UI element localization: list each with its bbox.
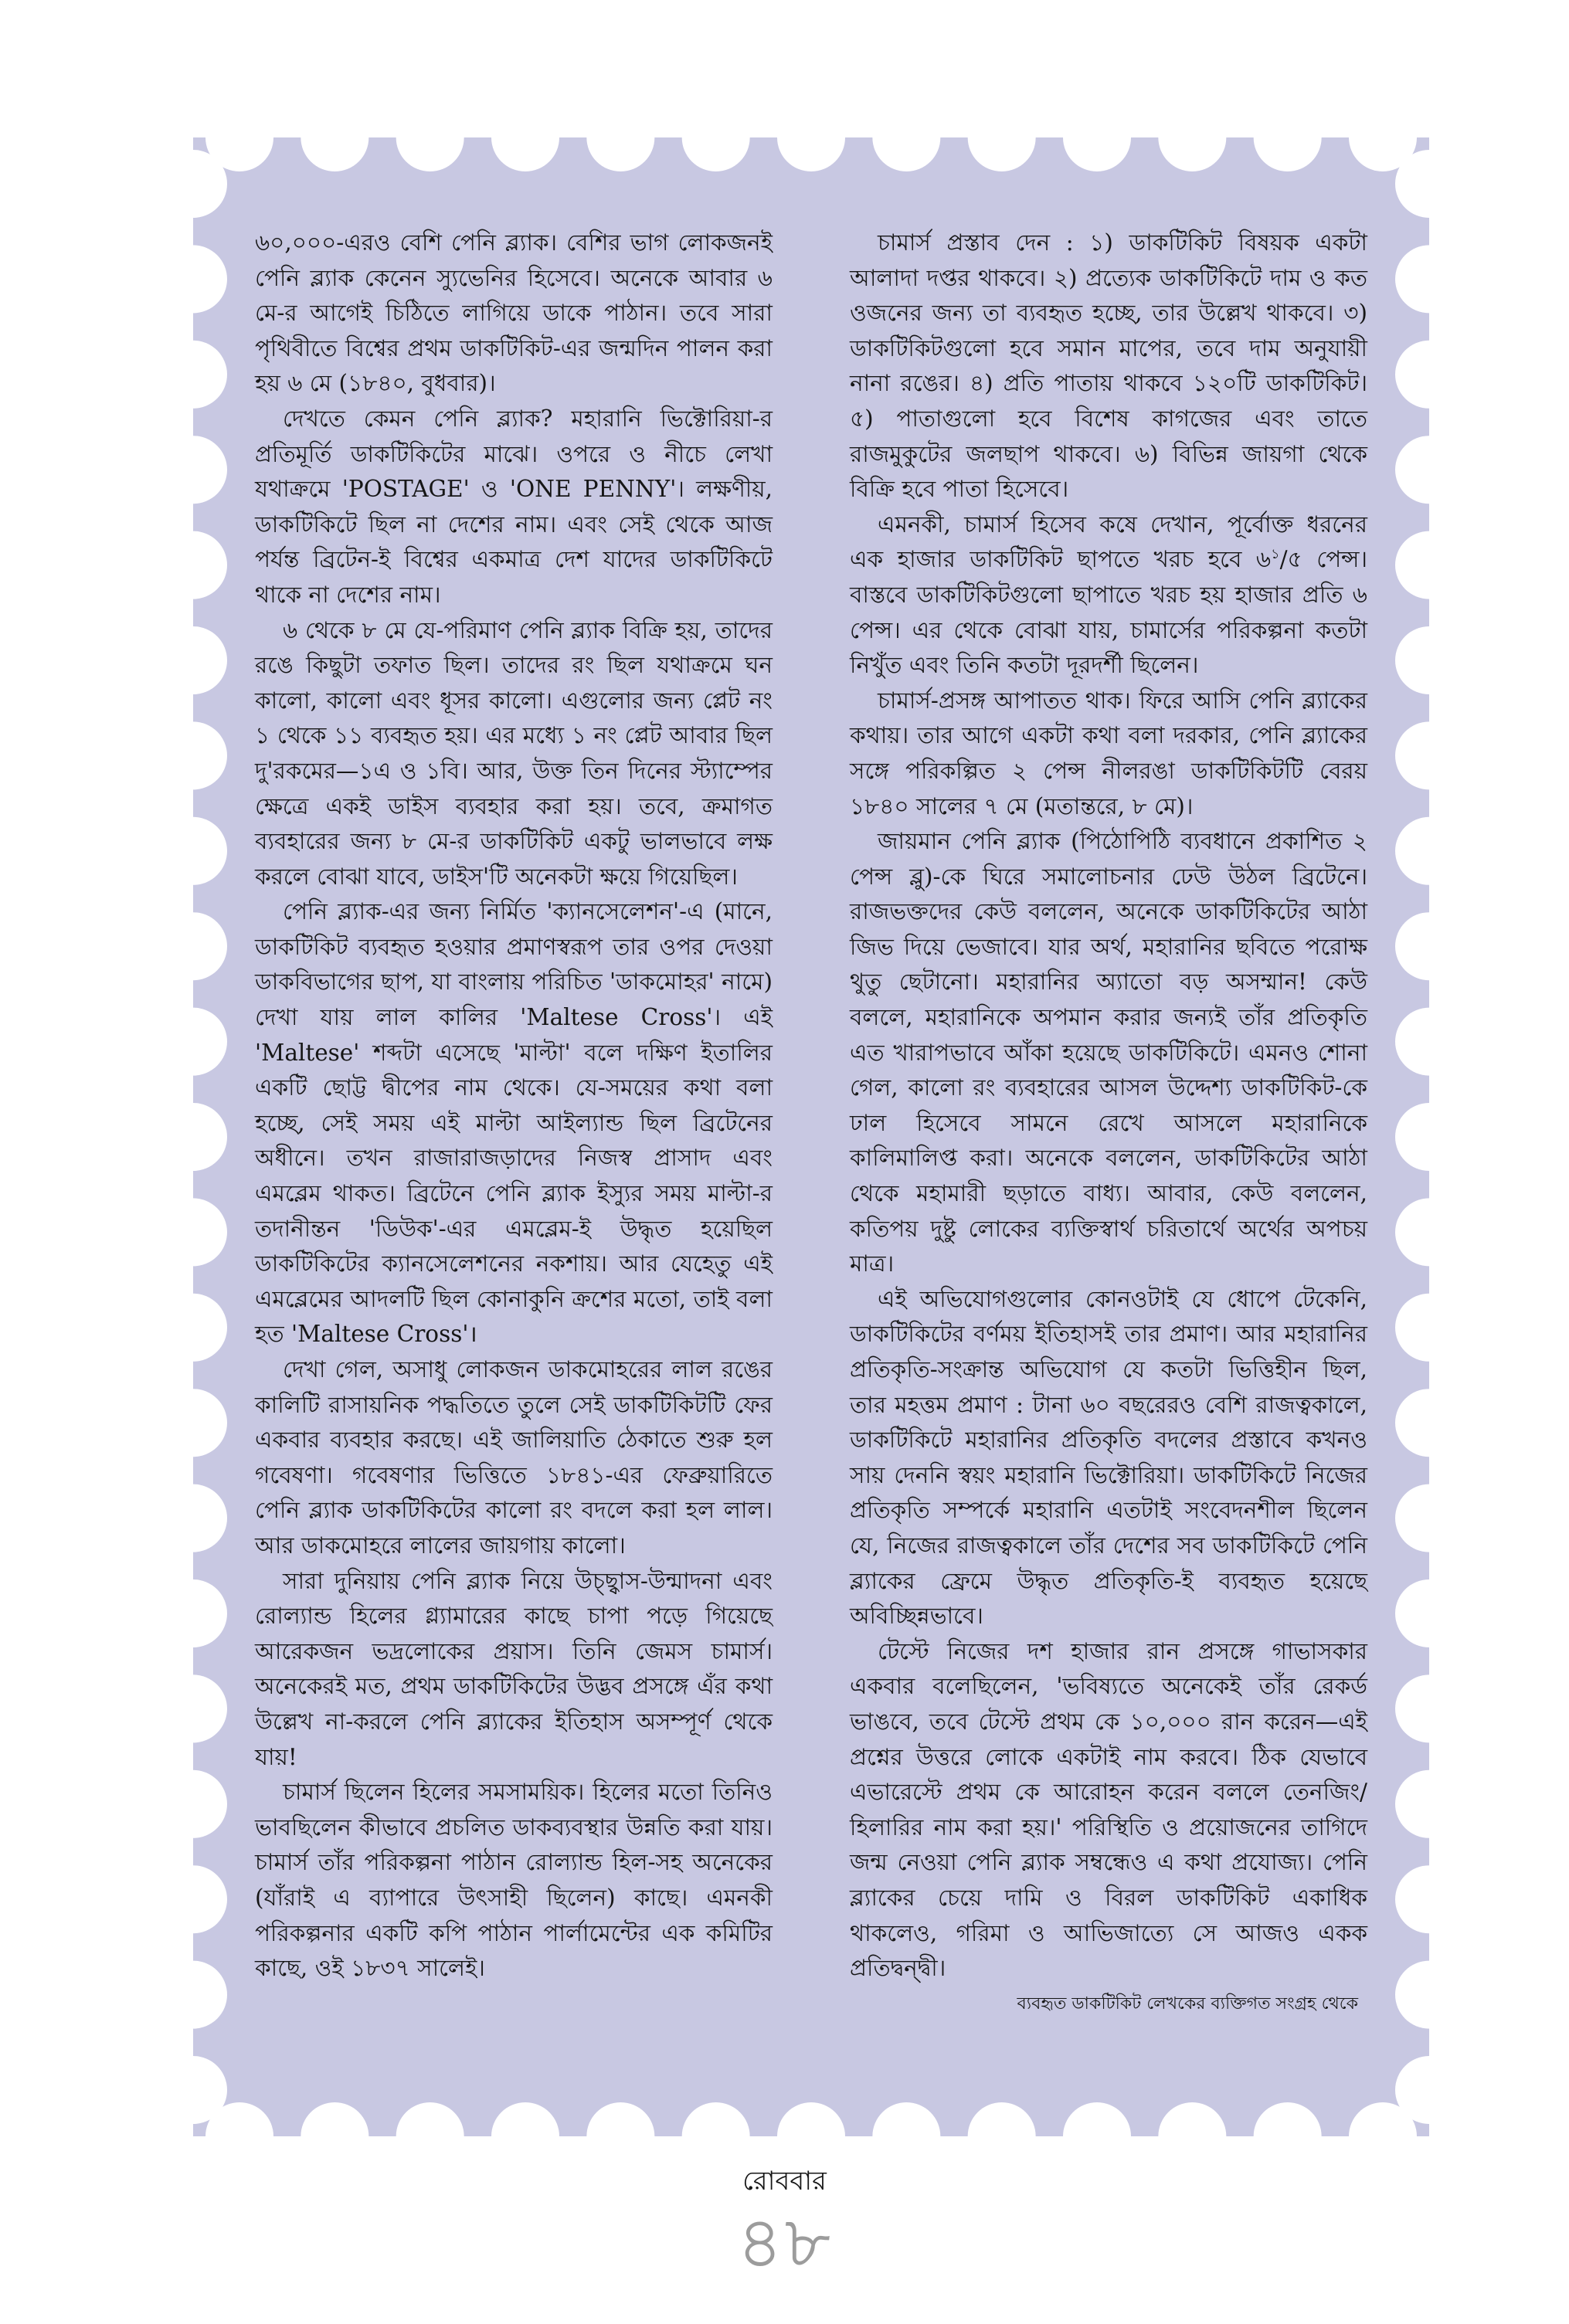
perforation-hole: [1395, 1294, 1429, 1362]
perforation-hole: [491, 137, 559, 171]
perforation-hole: [396, 137, 464, 171]
perforation-hole: [193, 817, 227, 885]
perforation-hole: [1254, 137, 1322, 171]
perforation-hole: [968, 137, 1036, 171]
paragraph: জায়মান পেনি ব্ল্যাক (পিঠোপিঠি ব্যবধানে প্রকাশিত ২ পেন্স ব্লু)-কে ঘিরে সমালোচনার ঢেউ উঠল ব্রিটেনে। রাজভক্তদের কেউ বললেন, অনেকে ডাকটিকিটের আঠা জিভ দিয়ে ভেজাবে। যার অর্থ, মহারানির ছবিতে পরোক্ষ থুতু ছেটানো। মহারানির অ্যাতো বড় অসম্মান! কেউ বললে, মহারানিকে অপমান করার জন্যই তাঁর প্রতিকৃতি এত খারাপভাবে আঁকা হয়েছে ডাকটিকিটে। এমনও শোনা গেল, কালো রং ব্যবহারের আসল উদ্দেশ্য ডাকটিকিট-কে ঢাল হিসেবে সামনে রেখে আসলে মহারানিকে কালিমালিপ্ত করা। অনেকে বললেন, ডাকটিকিটের আঠা থেকে মহামারী ছড়াতে বাধ্য। আবার, কেউ বললেন, কতিপয় দুষ্টু লোকের ব্যক্তিস্বার্থ চরিতার্থে অর্থের অপচয় মাত্র।: [850, 828, 1367, 1277]
perforation-hole: [301, 137, 368, 171]
perforation-hole: [301, 2102, 368, 2136]
perforation-hole: [1395, 1674, 1429, 1742]
paragraph: [850, 507, 1367, 684]
perforation-hole: [193, 436, 227, 504]
perforation-hole: [193, 1579, 227, 1647]
perforation-hole: [193, 1103, 227, 1171]
perforation-hole: [193, 1961, 227, 2029]
perforation-hole: [1063, 137, 1131, 171]
perforation-hole: [193, 1770, 227, 1838]
article-body: [255, 226, 1367, 2064]
paragraph: পেনি ব্ল্যাক-এর জন্য নির্মিত 'ক্যানসেলেশন'-এ (মানে, ডাকটিকিট ব্যবহৃত হওয়ার প্রমাণস্বরূপ তার ওপর দেওয়া ডাকবিভাগের ছাপ, যা বাংলায় পরিচিত 'ডাকমোহর' নামে) দেখা যায় লাল কালির 'Maltese Cross'। এই 'Maltese' শব্দটা এসেছে 'মাল্টা' বলে দক্ষিণ ইতালির একটি ছোট্ট দ্বীপের নাম থেকে। যে-সময়ের কথা বলা হচ্ছে, সেই সময় এই মাল্টা আইল্যান্ড ছিল ব্রিটেনের অধীনে। তখন রাজারাজড়াদের নিজস্ব প্রাসাদ এবং এমব্লেম থাকত। ব্রিটেনে পেনি ব্ল্যাক ইস্যুর সময় মাল্টা-র তদানীন্তন 'ডিউক'-এর এমব্লেম-ই উদ্ধৃত হয়েছিল ডাকটিকিটের ক্যানসেলেশনের নকশায়। আর যেহেতু এই এমব্লেমের আদলটি ছিল কোনাকুনি ক্রশের মতো, তাই বলা হত 'Maltese Cross'।: [255, 898, 773, 1348]
perforation-hole: [682, 137, 750, 171]
perforation-hole: [1395, 1198, 1429, 1266]
paragraph-text: /৫ পেন্স। বাস্তবে ডাকটিকিটগুলো ছাপাতে খরচ হয় হাজার প্রতি ৬ পেন্স। এর থেকে বোঝা যায়, চামার্সের পরিকল্পনা কতটা নিখুঁত এবং তিনি কতটা দূরদর্শী ছিলেন।: [850, 546, 1367, 679]
perforation-hole: [1395, 436, 1429, 504]
perforation-hole: [777, 137, 845, 171]
perforation-hole: [1158, 2102, 1226, 2136]
paragraph: চামার্স-প্রসঙ্গ আপাতত থাক। ফিরে আসি পেনি ব্ল্যাকের কথায়। তার আগে একটা কথা বলা দরকার, পেনি ব্ল্যাকের সঙ্গে পরিকল্পিত ২ পেন্স নীলরঙা ডাকটিকিটটি বেরয় ১৮৪০ সালের ৭ মে (মতান্তরে, ৮ মে)।: [850, 687, 1367, 819]
perforation-hole: [1395, 531, 1429, 599]
perforation-hole: [1395, 626, 1429, 694]
perforation-hole: [1395, 1484, 1429, 1552]
superscript: ১: [1271, 547, 1280, 563]
perforation-hole: [1158, 137, 1226, 171]
perforation-hole: [1395, 1770, 1429, 1838]
perforation-hole: [193, 1294, 227, 1362]
perforation-hole: [193, 1674, 227, 1742]
photo-credit: ব্যবহৃত ডাকটিকিট লেখকের ব্যক্তিগত সংগ্রহ থেকে: [1017, 1993, 1358, 2014]
perforation-hole: [1395, 817, 1429, 885]
perforation-hole: [1395, 1961, 1429, 2029]
perforation-hole: [1395, 1865, 1429, 1933]
perforation-hole: [193, 1865, 227, 1933]
perforation-hole: [777, 2102, 845, 2136]
perforation-hole: [193, 1008, 227, 1076]
perforation-hole: [193, 1198, 227, 1266]
left-column: [255, 226, 773, 1986]
paragraph: এই অভিযোগগুলোর কোনওটাই যে ধোপে টেকেনি, ডাকটিকিটের বর্ণময় ইতিহাসই তার প্রমাণ। আর মহারানির প্রতিকৃতি-সংক্রান্ত অভিযোগ যে কতটা ভিত্তিহীন ছিল, তার মহত্তম প্রমাণ : টানা ৬০ বছরেরও বেশি রাজত্বকালে, ডাকটিকিটে মহারানির প্রতিকৃতি বদলের প্রস্তাবে কখনও সায় দেননি স্বয়ং মহারানি ভিক্টোরিয়া। ডাকটিকিটে নিজের প্রতিকৃতি সম্পর্কে মহারানি এতটাই সংবেদনশীল ছিলেন যে, নিজের রাজত্বকালে তাঁর দেশের সব ডাকটিকিটে পেনি ব্ল্যাকের ফ্রেমে উদ্ধৃত প্রতিকৃতি-ই ব্যবহৃত হয়েছে অবিচ্ছিন্নভাবে।: [850, 1285, 1367, 1630]
perforation-hole: [872, 137, 940, 171]
paragraph: দেখতে কেমন পেনি ব্ল্যাক? মহারানি ভিক্টোরিয়া-র প্রতিমূর্তি ডাকটিকিটের মাঝে। ওপরে ও নীচে লেখা যথাক্রমে 'POSTAGE' ও 'ONE PENNY'। লক্ষণীয়, ডাকটিকিটে ছিল না দেশের নাম। এবং সেই থেকে আজ পর্যন্ত ব্রিটেন-ই বিশ্বের একমাত্র দেশ যাদের ডাকটিকিটে থাকে না দেশের নাম।: [255, 405, 773, 608]
perforation-hole: [1395, 721, 1429, 789]
perforation-hole: [193, 1389, 227, 1457]
perforation-hole: [193, 721, 227, 789]
perforation-hole: [1395, 1389, 1429, 1457]
paragraph: সারা দুনিয়ায় পেনি ব্ল্যাক নিয়ে উচ্ছ্বাস-উন্মাদনা এবং রোল্যান্ড হিলের গ্ল্যামারের কাছে চাপা পড়ে গিয়েছে আরেকজন ভদ্রলোকের প্রয়াস। তিনি জেমস চামার্স। অনেকেরই মত, প্রথম ডাকটিকিটের উদ্ভব প্রসঙ্গে এঁর কথা উল্লেখ না-করলে পেনি ব্ল্যাকের ইতিহাস অসম্পূর্ণ থেকে যায়!: [255, 1567, 773, 1770]
perforation-hole: [872, 2102, 940, 2136]
perforation-hole: [1063, 2102, 1131, 2136]
magazine-name: রোববার: [742, 2166, 827, 2197]
perforation-hole: [968, 2102, 1036, 2136]
paragraph-text: এমনকী, চামার্স হিসেব কষে দেখান, পূর্বোক্ত ধরনের এক হাজার ডাকটিকিট ছাপতে খরচ হবে ৬: [850, 511, 1367, 573]
perforation-hole: [193, 531, 227, 599]
paragraph: দেখা গেল, অসাধু লোকজন ডাকমোহরের লাল রঙের কালিটি রাসায়নিক পদ্ধতিতে তুলে সেই ডাকটিকিটটি ফের একবার ব্যবহার করছে। এই জালিয়াতি ঠেকাতে শুরু হল গবেষণা। গবেষণার ভিত্তিতে ১৮৪১-এর ফেব্রুয়ারিতে পেনি ব্ল্যাক ডাকটিকিটের কালো রং বদলে করা হল লাল। আর ডাকমোহরে লালের জায়গায় কালো।: [255, 1356, 773, 1559]
perforation-hole: [682, 2102, 750, 2136]
perforation-hole: [1395, 341, 1429, 409]
perforation-hole: [1395, 245, 1429, 313]
perforation-hole: [193, 341, 227, 409]
paragraph: ৬ থেকে ৮ মে যে-পরিমাণ পেনি ব্ল্যাক বিক্রি হয়, তাদের রঙে কিছুটা তফাত ছিল। তাদের রং ছিল যথাক্রমে ঘন কালো, কালো এবং ধূসর কালো। এগুলোর জন্য প্লেট নং ১ থেকে ১১ ব্যবহৃত হয়। এর মধ্যে ১ নং প্লেট আবার ছিল দু'রকমের—১এ ও ১বি। আর, উক্ত তিন দিনের স্ট্যাম্পের ক্ষেত্রে একই ডাইস ব্যবহার করা হয়। তবে, ক্রমাগত ব্যবহারের জন্য ৮ মে-র ডাকটিকিট একটু ভালভাবে লক্ষ করলে বোঝা যাবে, ডাইস'টি অনেকটা ক্ষয়ে গিয়েছিল।: [255, 616, 773, 890]
perforation-hole: [396, 2102, 464, 2136]
paragraph: চামার্স ছিলেন হিলের সমসাময়িক। হিলের মতো তিনিও ভাবছিলেন কীভাবে প্রচলিত ডাকব্যবস্থার উন্নতি করা যায়। চামার্স তাঁর পরিকল্পনা পাঠান রোল্যান্ড হিল-সহ অনেকের (যাঁরাই এ ব্যাপারে উৎসাহী ছিলেন) কাছে। এমনকী পরিকল্পনার একটি কপি পাঠান পার্লামেন্টের এক কমিটির কাছে, ওই ১৮৩৭ সালেই।: [255, 1779, 773, 1982]
paragraph: টেস্টে নিজের দশ হাজার রান প্রসঙ্গে গাভাসকার একবার বলেছিলেন, 'ভবিষ্যতে অনেকেই তাঁর রেকর্ড ভাঙবে, তবে টেস্টে প্রথম কে ১০,০০০ রান করেন—এই প্রশ্নের উত্তরে লোকে একটাই নাম করবে। ঠিক যেভাবে এভারেস্টে প্রথম কে আরোহন করেন বললে তেনজিং/হিলারির নাম করা হয়।' পরিস্থিতি ও প্রয়োজনের তাগিদে জন্ম নেওয়া পেনি ব্ল্যাক সম্বন্ধেও এ কথা প্রযোজ্য। পেনি ব্ল্যাকের চেয়ে দামি ও বিরল ডাকটিকিট একাধিক থাকলেও, গরিমা ও আভিজাত্যে সে আজও একক প্রতিদ্বন্দ্বী।: [850, 1637, 1367, 1982]
perforation-hole: [193, 245, 227, 313]
perforation-hole: [491, 2102, 559, 2136]
perforation-hole: [1395, 1008, 1429, 1076]
perforation-hole: [586, 2102, 654, 2136]
perforation-hole: [193, 1484, 227, 1552]
perforation-hole: [1395, 1103, 1429, 1171]
perforation-hole: [1395, 912, 1429, 980]
perforation-hole: [586, 137, 654, 171]
perforation-hole: [193, 912, 227, 980]
perforation-hole: [1254, 2102, 1322, 2136]
perforation-hole: [193, 626, 227, 694]
page-number: ৪৮: [736, 2201, 833, 2284]
perforation-hole: [1395, 1579, 1429, 1647]
paragraph: চামার্স প্রস্তাব দেন : ১) ডাকটিকিট বিষয়ক একটা আলাদা দপ্তর থাকবে। ২) প্রত্যেক ডাকটিকিটে দাম ও কত ওজনের জন্য তা ব্যবহৃত হচ্ছে, তার উল্লেখ থাকবে। ৩) ডাকটিকিটগুলো হবে সমান মাপের, তবে দাম অনুযায়ী নানা রঙের। ৪) প্রতি পাতায় থাকবে ১২০টি ডাকটিকিট। ৫) পাতাগুলো হবে বিশেষ কাগজের এবং তাতে রাজমুকুটের জলছাপ থাকবে। ৬) বিভিন্ন জায়গা থেকে বিক্রি হবে পাতা হিসেবে।: [850, 229, 1367, 503]
right-column: [850, 226, 1367, 2021]
paragraph: ৬০,০০০-এরও বেশি পেনি ব্ল্যাক। বেশির ভাগ লোকজনই পেনি ব্ল্যাক কেনেন স্যুভেনির হিসেবে। অনেকে আবার ৬ মে-র আগেই চিঠিতে লাগিয়ে ডাকে পাঠান। তবে সারা পৃথিবীতে বিশ্বের প্রথম ডাকটিকিট-এর জন্মদিন পালন করা হয় ৬ মে (১৮৪০, বুধবার)।: [255, 229, 773, 397]
